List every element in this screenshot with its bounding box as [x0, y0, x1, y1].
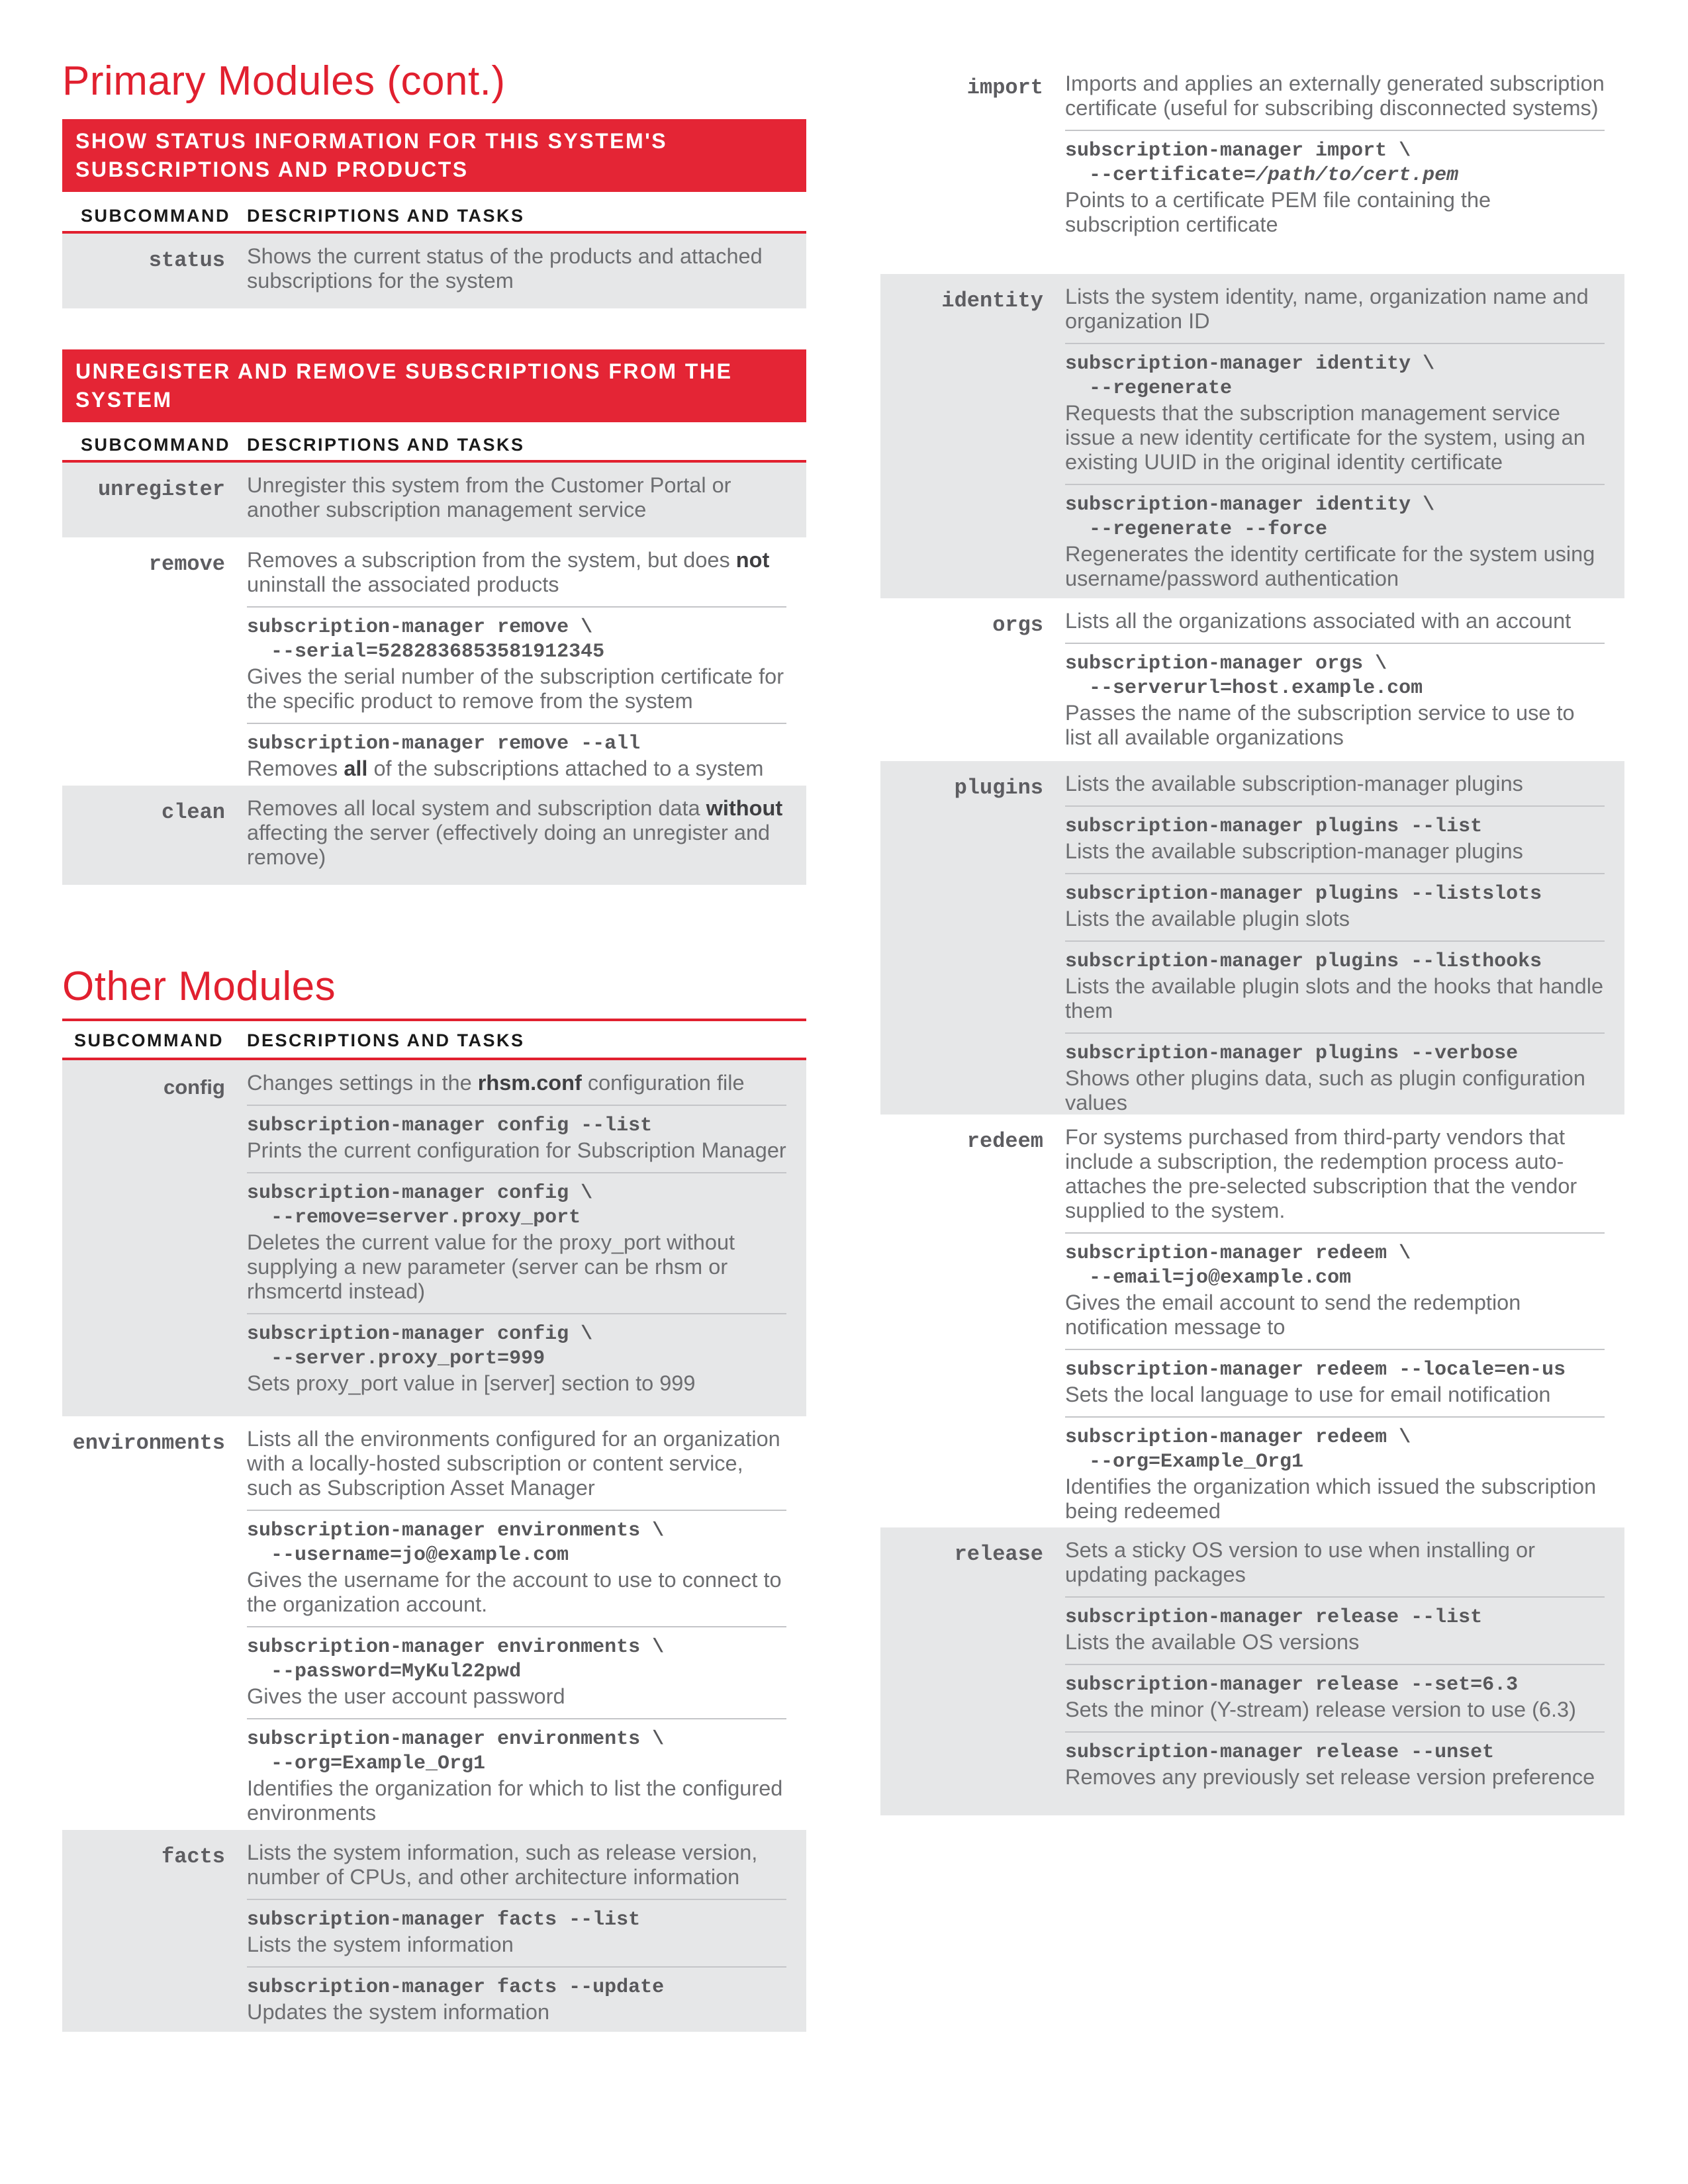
code-line: --username=jo@example.com — [247, 1544, 569, 1567]
code-line: subscription-manager facts --list — [247, 1909, 641, 1931]
code-line: subscription-manager plugins --list — [1065, 815, 1483, 838]
primary-modules-title: Primary Modules (cont.) — [62, 58, 506, 104]
code-line: --regenerate — [1065, 377, 1233, 400]
example-desc: Prints the current configuration for Subscription Manager — [247, 1138, 786, 1162]
code-line: --serverurl=host.example.com — [1065, 677, 1423, 700]
row-unregister — [62, 463, 806, 537]
col-descriptions: DESCRIPTIONS AND TASKS — [247, 1030, 525, 1050]
config-desc: Changes settings in the rhsm.conf configuration file — [247, 1071, 745, 1095]
cmd-status: status — [148, 248, 225, 273]
plugins-desc: Lists the available subscription-manager plugins — [1065, 772, 1523, 796]
facts-example-update — [247, 1966, 786, 2025]
config-example-server — [247, 1313, 786, 1396]
code-line: --server.proxy_port=999 — [247, 1347, 545, 1370]
remove-example-all — [247, 723, 786, 781]
row-plugins — [880, 761, 1624, 1115]
example-desc: Lists the available plugin slots — [1065, 907, 1350, 931]
import-example — [1065, 130, 1605, 237]
code-line: subscription-manager identity \ — [1065, 494, 1435, 516]
redeem-example-email — [1065, 1232, 1605, 1340]
environments-example-org — [247, 1718, 786, 1825]
code-line: --org=Example_Org1 — [247, 1752, 486, 1775]
example-desc: Lists the available subscription-manager plugins — [1065, 839, 1523, 863]
release-example-set — [1065, 1664, 1605, 1722]
code-line: subscription-manager redeem \ — [1065, 1242, 1411, 1265]
example-desc: Sets the minor (Y-stream) release version to use (6.3) — [1065, 1698, 1576, 1721]
example-desc: Identifies the organization which issued the subscription being redeemed — [1065, 1475, 1597, 1523]
other-modules-title: Other Modules — [62, 964, 336, 1009]
redeem-desc: For systems purchased from third-party vendors that include a subscription, the redemption process auto-attaches the pre-selected subscription that the vendor supplied to the system. — [1065, 1125, 1577, 1222]
release-example-unset — [1065, 1731, 1605, 1790]
redeem-example-org — [1065, 1416, 1605, 1524]
identity-desc: Lists the system identity, name, organization name and organization ID — [1065, 285, 1589, 333]
code-line: subscription-manager plugins --verbose — [1065, 1042, 1519, 1065]
config-example-remove — [247, 1172, 786, 1304]
example-desc: Lists the system information — [247, 1933, 514, 1956]
code-line: subscription-manager config --list — [247, 1115, 653, 1137]
example-desc: Gives the user account password — [247, 1684, 565, 1708]
cmd-facts: facts — [161, 1844, 225, 1869]
code-line: --email=jo@example.com — [1065, 1267, 1352, 1289]
example-desc: Points to a certificate PEM file containing the subscription certificate — [1065, 188, 1491, 236]
remove-example-serial — [247, 606, 786, 713]
import-desc: Imports and applies an externally generated subscription certificate (useful for subscribing disconnected systems) — [1065, 71, 1605, 120]
example-desc: Identifies the organization for which to list the configured environments — [247, 1776, 783, 1825]
code-line: subscription-manager facts --update — [247, 1976, 665, 1999]
row-redeem — [880, 1115, 1624, 1527]
example-desc: Removes all of the subscriptions attached to a system — [247, 756, 764, 780]
code-line: subscription-manager redeem \ — [1065, 1426, 1411, 1449]
row-config — [62, 1060, 806, 1416]
code-line: subscription-manager plugins --listhooks — [1065, 950, 1542, 973]
code-line: subscription-manager remove --all — [247, 733, 641, 755]
cmd-remove: remove — [148, 552, 225, 576]
cmd-release: release — [954, 1542, 1043, 1567]
code-line: subscription-manager import \ — [1065, 140, 1411, 162]
row-orgs — [880, 598, 1624, 761]
example-desc: Deletes the current value for the proxy_port without supplying a new parameter (server can be rhsm or rhsmcertd instead) — [247, 1230, 735, 1303]
code-line: subscription-manager release --list — [1065, 1606, 1483, 1629]
example-desc: Gives the email account to send the redemption notification message to — [1065, 1291, 1521, 1339]
row-facts — [62, 1830, 806, 2032]
example-desc: Gives the serial number of the subscription certificate for the specific product to remove from the system — [247, 664, 784, 713]
facts-example-list — [247, 1899, 786, 1957]
remove-desc: Removes a subscription from the system, but does not uninstall the associated products — [247, 548, 770, 596]
code-line: --password=MyKul22pwd — [247, 1661, 522, 1683]
example-desc: Sets proxy_port value in [server] section to 999 — [247, 1371, 696, 1395]
col-subcommand: SUBCOMMAND — [81, 435, 230, 455]
plugins-example-verbose — [1065, 1032, 1605, 1115]
code-line: --org=Example_Org1 — [1065, 1451, 1304, 1473]
clean-desc: Removes all local system and subscription data without affecting the server (effectively doing an unregister and remove) — [247, 796, 783, 869]
example-desc: Lists the available OS versions — [1065, 1630, 1360, 1654]
code-line: --certificate=/path/to/cert.pem — [1065, 164, 1459, 187]
code-line: --remove=server.proxy_port — [247, 1206, 581, 1229]
code-line: --regenerate --force — [1065, 518, 1328, 541]
col-subcommand: SUBCOMMAND — [81, 206, 230, 226]
code-line: --serial=5282836853581912345 — [247, 641, 605, 663]
example-desc: Lists the available plugin slots and the hooks that handle them — [1065, 974, 1604, 1023]
code-line: subscription-manager release --set=6.3 — [1065, 1674, 1519, 1696]
example-desc: Passes the name of the subscription service to use to list all available organizations — [1065, 701, 1575, 749]
facts-desc: Lists the system information, such as release version, number of CPUs, and other architecture information — [247, 1841, 758, 1889]
row-clean — [62, 786, 806, 885]
cmd-identity: identity — [941, 289, 1043, 313]
status-desc: Shows the current status of the products and attached subscriptions for the system — [247, 244, 763, 293]
orgs-example — [1065, 643, 1605, 750]
code-line: subscription-manager config \ — [247, 1323, 593, 1345]
col-descriptions: DESCRIPTIONS AND TASKS — [247, 206, 525, 226]
release-desc: Sets a sticky OS version to use when installing or updating packages — [1065, 1538, 1535, 1586]
cmd-import: import — [966, 75, 1043, 100]
code-line: subscription-manager environments \ — [247, 1520, 665, 1542]
redeem-example-locale — [1065, 1349, 1605, 1407]
orgs-desc: Lists all the organizations associated with an account — [1065, 609, 1571, 633]
code-line: subscription-manager redeem --locale=en-us — [1065, 1359, 1566, 1381]
col-subcommand: SUBCOMMAND — [74, 1030, 224, 1050]
example-desc: Gives the username for the account to use to connect to the organization account. — [247, 1568, 782, 1616]
identity-example-regenerate — [1065, 343, 1605, 475]
code-line: subscription-manager release --unset — [1065, 1741, 1495, 1764]
cmd-config: config — [164, 1075, 225, 1099]
status-table-header — [62, 197, 806, 234]
code-line: subscription-manager orgs \ — [1065, 653, 1387, 675]
status-section-banner: SHOW STATUS INFORMATION FOR THIS SYSTEM'S SUBSCRIPTIONS AND PRODUCTS — [62, 119, 806, 192]
row-remove — [62, 537, 806, 786]
example-desc: Sets the local language to use for email notification — [1065, 1383, 1551, 1406]
example-desc: Updates the system information — [247, 2000, 550, 2024]
release-example-list — [1065, 1596, 1605, 1655]
example-desc: Shows other plugins data, such as plugin configuration values — [1065, 1066, 1585, 1115]
code-line: subscription-manager environments \ — [247, 1636, 665, 1659]
cmd-redeem: redeem — [966, 1129, 1043, 1154]
row-import — [880, 64, 1624, 274]
row-environments — [62, 1416, 806, 1830]
unregister-desc: Unregister this system from the Customer Portal or another subscription management service — [247, 473, 731, 522]
cmd-environments: environments — [72, 1431, 225, 1455]
environments-desc: Lists all the environments configured for an organization with a locally-hosted subscription or content service, such as Subscription Asset Manager — [247, 1427, 780, 1500]
unregister-section-banner: UNREGISTER AND REMOVE SUBSCRIPTIONS FROM THE SYSTEM — [62, 349, 806, 422]
example-desc: Requests that the subscription management service issue a new identity certificate for the system, using an existing UUID in the original identity certificate — [1065, 401, 1585, 474]
plugins-example-list — [1065, 805, 1605, 864]
environments-example-password — [247, 1626, 786, 1709]
code-line: subscription-manager config \ — [247, 1182, 593, 1205]
row-identity — [880, 274, 1624, 598]
plugins-example-listhooks — [1065, 940, 1605, 1023]
code-line: subscription-manager remove \ — [247, 616, 593, 639]
example-desc: Removes any previously set release version preference — [1065, 1765, 1595, 1789]
code-line: subscription-manager environments \ — [247, 1728, 665, 1751]
cmd-clean: clean — [161, 800, 225, 825]
row-status — [62, 234, 806, 308]
code-line: subscription-manager plugins --listslots — [1065, 883, 1542, 905]
other-table-header — [62, 1019, 806, 1060]
identity-example-force — [1065, 484, 1605, 591]
code-line: subscription-manager identity \ — [1065, 353, 1435, 375]
plugins-example-listslots — [1065, 873, 1605, 931]
cmd-plugins: plugins — [954, 776, 1043, 800]
cmd-unregister: unregister — [97, 477, 225, 502]
cmd-orgs: orgs — [992, 613, 1043, 637]
col-descriptions: DESCRIPTIONS AND TASKS — [247, 435, 525, 455]
example-desc: Regenerates the identity certificate for the system using username/password authentication — [1065, 542, 1595, 590]
environments-example-username — [247, 1510, 786, 1617]
unregister-table-header — [62, 426, 806, 463]
row-release — [880, 1527, 1624, 1815]
config-example-list — [247, 1105, 786, 1163]
